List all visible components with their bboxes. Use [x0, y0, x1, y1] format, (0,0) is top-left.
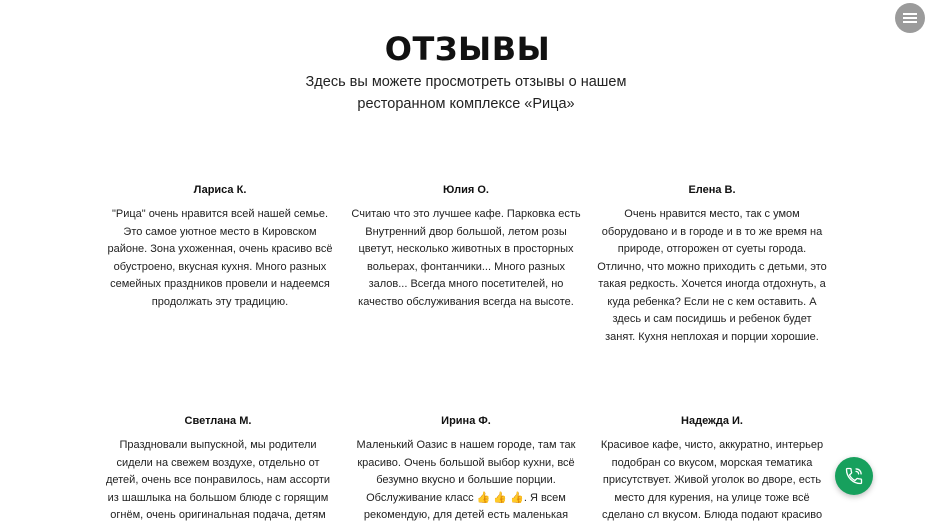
phone-icon — [844, 466, 864, 486]
review-card — [350, 183, 582, 311]
review-author: Надежда И. — [681, 415, 743, 427]
page-subtitle: Здесь вы можете просмотреть отзывы о нашем ресторанном комплексе «Рица» — [305, 74, 627, 112]
review-card — [596, 183, 828, 346]
review-author: Елена В. — [688, 184, 736, 196]
review-author: Ирина Ф. — [441, 415, 491, 427]
review-author: Лариса К. — [193, 184, 247, 196]
review-card — [104, 183, 336, 311]
hamburger-menu-icon — [903, 13, 917, 23]
review-text: Красивое кафе, чисто, аккуратно, интерьер подобран со вкусом, морская тематика присутствует. Живой уголок во дворе, есть место для курения, на улице тоже всё сделано сл вкусом. Блюда подают красиво — [600, 439, 824, 521]
review-card — [350, 414, 582, 524]
review-author: Юлия О. — [443, 184, 489, 196]
review-text: Маленький Оазис в нашем городе, там так красиво. Очень большой выбор кухни, всё безумно вкусно и большие порции. Обслуживание класс 👍 👍 👍. Я всем рекомендую, для детей есть маленькая — [356, 439, 576, 521]
call-button[interactable] — [835, 457, 873, 495]
review-text: Праздновали выпускной, мы родители сидели на свежем воздухе, отдельно от детей, очень все понравилось, нам ассорти из шашлыка на большом блюде с горящим огнём, очень оригинальная подача, детям — [105, 439, 331, 521]
review-text: Очень нравится место, так с умом оборудовано и в городе и в то же время на природе, отгорожен от суеты города. Отлично, что можно приходить с детьми, это такая редкость. Хочется иногда отдохнуть, а куда ребенка? Если не с кем оставить. А здесь и сам посидишь и ребенок будет занят. Кухня неплохая и порции хорошие. — [597, 208, 827, 343]
review-text: "Рица" очень нравится всей нашей семье. Это самое уютное место в Кировском районе. Зона ухоженная, очень красиво всё обустроено, вкусная кухня. Много разных семейных праздников провели и надеемся продолжать эту традицию. — [107, 208, 333, 308]
review-author: Светлана М. — [184, 415, 252, 427]
page-title: ОТЗЫВЫ — [384, 30, 551, 69]
menu-button[interactable] — [895, 3, 925, 33]
review-card — [102, 414, 334, 524]
review-text: Считаю что это лучшее кафе. Парковка есть Внутренний двор большой, летом розы цветут, несколько животных в просторных вольерах, фонтанчики... Много разных залов... Всегда много посетителей, но качество обслуживания всегда на высоте. — [351, 208, 581, 308]
review-card — [596, 414, 828, 524]
